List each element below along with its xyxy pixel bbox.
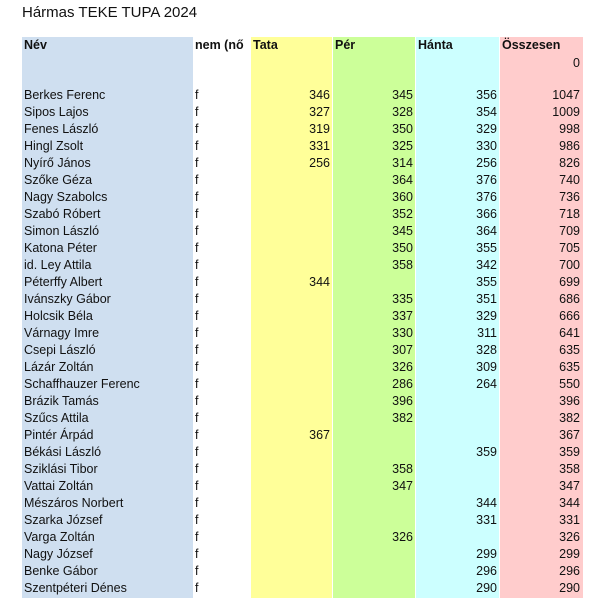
cell-total: 396	[559, 394, 580, 408]
table-row	[0, 240, 600, 257]
score-table-body	[0, 87, 600, 597]
cell-hanta: 364	[476, 224, 497, 238]
cell-tata: 367	[309, 428, 330, 442]
cell-name: id. Ley Attila	[24, 258, 92, 272]
table-row	[0, 495, 600, 512]
cell-hanta: 290	[476, 581, 497, 595]
cell-per: 345	[392, 224, 413, 238]
cell-sex: f	[195, 224, 199, 238]
cell-sex: f	[195, 139, 199, 153]
table-row	[0, 478, 600, 495]
cell-per: 358	[392, 462, 413, 476]
cell-per: 364	[392, 173, 413, 187]
cell-per: 286	[392, 377, 413, 391]
table-row	[0, 172, 600, 189]
cell-sex: f	[195, 122, 199, 136]
cell-tata: 346	[309, 88, 330, 102]
cell-hanta: 331	[476, 513, 497, 527]
cell-name: Szentpéteri Dénes	[24, 581, 127, 595]
cell-total: 635	[559, 343, 580, 357]
cell-sex: f	[195, 581, 199, 595]
cell-sex: f	[195, 445, 199, 459]
cell-sex: f	[195, 462, 199, 476]
cell-name: Varga Zoltán	[24, 530, 95, 544]
cell-sex: f	[195, 275, 199, 289]
cell-hanta: 330	[476, 139, 497, 153]
header-per: Pér	[335, 38, 356, 52]
cell-total: 382	[559, 411, 580, 425]
document-title: Hármas TEKE TUPA 2024	[22, 4, 198, 21]
header-sex: nem (nő	[195, 38, 244, 52]
cell-hanta: 329	[476, 122, 497, 136]
cell-hanta: 309	[476, 360, 497, 374]
table-row	[0, 257, 600, 274]
cell-hanta: 355	[476, 241, 497, 255]
table-row	[0, 223, 600, 240]
cell-hanta: 366	[476, 207, 497, 221]
cell-tata: 319	[309, 122, 330, 136]
cell-tata: 327	[309, 105, 330, 119]
cell-sex: f	[195, 547, 199, 561]
cell-per: 347	[392, 479, 413, 493]
cell-total: 347	[559, 479, 580, 493]
table-row	[0, 546, 600, 563]
cell-sex: f	[195, 326, 199, 340]
cell-per: 358	[392, 258, 413, 272]
cell-name: Szőke Géza	[24, 173, 93, 187]
cell-total: 718	[559, 207, 580, 221]
header-hanta: Hánta	[418, 38, 453, 52]
cell-name: Berkes Ferenc	[24, 88, 106, 102]
cell-sex: f	[195, 360, 199, 374]
cell-total: 1009	[552, 105, 580, 119]
cell-name: Sipos Lajos	[24, 105, 89, 119]
cell-sex: f	[195, 343, 199, 357]
cell-sex: f	[195, 479, 199, 493]
cell-total: 700	[559, 258, 580, 272]
cell-hanta: 376	[476, 190, 497, 204]
cell-per: 325	[392, 139, 413, 153]
cell-hanta: 344	[476, 496, 497, 510]
cell-sex: f	[195, 394, 199, 408]
table-row	[0, 308, 600, 325]
table-row	[0, 563, 600, 580]
cell-total: 331	[559, 513, 580, 527]
cell-total: 290	[559, 581, 580, 595]
cell-tata: 256	[309, 156, 330, 170]
cell-name: Péterffy Albert	[24, 275, 103, 289]
cell-total: 986	[559, 139, 580, 153]
cell-per: 350	[392, 241, 413, 255]
cell-sex: f	[195, 564, 199, 578]
cell-sex: f	[195, 377, 199, 391]
cell-sex: f	[195, 190, 199, 204]
cell-hanta: 351	[476, 292, 497, 306]
cell-name: Simon László	[24, 224, 100, 238]
cell-name: Nyírő János	[24, 156, 91, 170]
cell-per: 326	[392, 360, 413, 374]
cell-sex: f	[195, 173, 199, 187]
cell-total: 699	[559, 275, 580, 289]
table-row	[0, 87, 600, 104]
cell-sex: f	[195, 258, 199, 272]
table-row	[0, 580, 600, 597]
cell-hanta: 376	[476, 173, 497, 187]
cell-total: 666	[559, 309, 580, 323]
cell-name: Mészáros Norbert	[24, 496, 124, 510]
cell-name: Hingl Zsolt	[24, 139, 84, 153]
cell-total: 709	[559, 224, 580, 238]
cell-name: Várnagy Imre	[24, 326, 100, 340]
cell-hanta: 359	[476, 445, 497, 459]
cell-hanta: 355	[476, 275, 497, 289]
cell-total: 550	[559, 377, 580, 391]
cell-total: 326	[559, 530, 580, 544]
cell-name: Békási László	[24, 445, 102, 459]
cell-hanta: 329	[476, 309, 497, 323]
cell-sex: f	[195, 105, 199, 119]
cell-name: Szabó Róbert	[24, 207, 101, 221]
table-row	[0, 512, 600, 529]
cell-total: 1047	[552, 88, 580, 102]
cell-tata: 344	[309, 275, 330, 289]
cell-name: Brázik Tamás	[24, 394, 99, 408]
cell-name: Fenes László	[24, 122, 99, 136]
cell-name: Szarka József	[24, 513, 103, 527]
cell-hanta: 328	[476, 343, 497, 357]
header-total: Összesen	[502, 38, 561, 52]
table-row	[0, 410, 600, 427]
table-row	[0, 274, 600, 291]
cell-total: 641	[559, 326, 580, 340]
cell-total: 344	[559, 496, 580, 510]
table-row	[0, 189, 600, 206]
table-row	[0, 138, 600, 155]
table-row	[0, 461, 600, 478]
cell-per: 345	[392, 88, 413, 102]
cell-total: 736	[559, 190, 580, 204]
cell-name: Katona Péter	[24, 241, 97, 255]
cell-per: 396	[392, 394, 413, 408]
table-row	[0, 104, 600, 121]
cell-sex: f	[195, 411, 199, 425]
cell-total: 635	[559, 360, 580, 374]
cell-name: Ivánszky Gábor	[24, 292, 111, 306]
cell-sex: f	[195, 207, 199, 221]
cell-per: 360	[392, 190, 413, 204]
cell-total: 705	[559, 241, 580, 255]
cell-total: 740	[559, 173, 580, 187]
cell-sex: f	[195, 496, 199, 510]
cell-sex: f	[195, 156, 199, 170]
cell-per: 326	[392, 530, 413, 544]
cell-hanta: 256	[476, 156, 497, 170]
cell-sex: f	[195, 241, 199, 255]
cell-hanta: 311	[477, 326, 497, 340]
cell-total: 686	[559, 292, 580, 306]
cell-name: Pintér Árpád	[24, 428, 94, 442]
cell-name: Sziklási Tibor	[24, 462, 98, 476]
table-row	[0, 529, 600, 546]
cell-name: Schaffhauzer Ferenc	[24, 377, 140, 391]
cell-name: Holcsik Béla	[24, 309, 93, 323]
cell-per: 382	[392, 411, 413, 425]
table-row	[0, 206, 600, 223]
cell-name: Nagy Szabolcs	[24, 190, 108, 204]
cell-per: 330	[392, 326, 413, 340]
cell-total: 998	[559, 122, 580, 136]
header-name: Név	[24, 38, 47, 52]
cell-hanta: 264	[476, 377, 497, 391]
cell-name: Szűcs Attila	[24, 411, 89, 425]
table-row	[0, 393, 600, 410]
cell-total: 826	[559, 156, 580, 170]
table-row	[0, 325, 600, 342]
cell-sex: f	[195, 530, 199, 544]
table-row	[0, 376, 600, 393]
header-tata: Tata	[253, 38, 278, 52]
cell-sex: f	[195, 88, 199, 102]
table-row	[0, 121, 600, 138]
table-row	[0, 359, 600, 376]
table-row	[0, 155, 600, 172]
cell-hanta: 296	[476, 564, 497, 578]
table-row	[0, 427, 600, 444]
cell-name: Csepi László	[24, 343, 96, 357]
cell-hanta: 356	[476, 88, 497, 102]
cell-sex: f	[195, 428, 199, 442]
cell-total: 359	[559, 445, 580, 459]
cell-per: 352	[392, 207, 413, 221]
cell-name: Lázár Zoltán	[24, 360, 94, 374]
cell-per: 335	[392, 292, 413, 306]
cell-hanta: 342	[476, 258, 497, 272]
cell-sex: f	[195, 309, 199, 323]
cell-name: Vattai Zoltán	[24, 479, 94, 493]
total-header-value: 0	[573, 56, 580, 70]
cell-name: Nagy József	[24, 547, 93, 561]
cell-sex: f	[195, 513, 199, 527]
cell-total: 296	[559, 564, 580, 578]
table-row	[0, 444, 600, 461]
cell-hanta: 299	[476, 547, 497, 561]
cell-hanta: 354	[476, 105, 497, 119]
cell-total: 367	[559, 428, 580, 442]
cell-name: Benke Gábor	[24, 564, 98, 578]
cell-per: 350	[392, 122, 413, 136]
cell-sex: f	[195, 292, 199, 306]
cell-per: 337	[392, 309, 413, 323]
cell-per: 328	[392, 105, 413, 119]
cell-total: 358	[559, 462, 580, 476]
cell-per: 307	[392, 343, 413, 357]
cell-per: 314	[392, 156, 413, 170]
cell-tata: 331	[309, 139, 330, 153]
table-row	[0, 342, 600, 359]
table-row	[0, 291, 600, 308]
cell-total: 299	[559, 547, 580, 561]
